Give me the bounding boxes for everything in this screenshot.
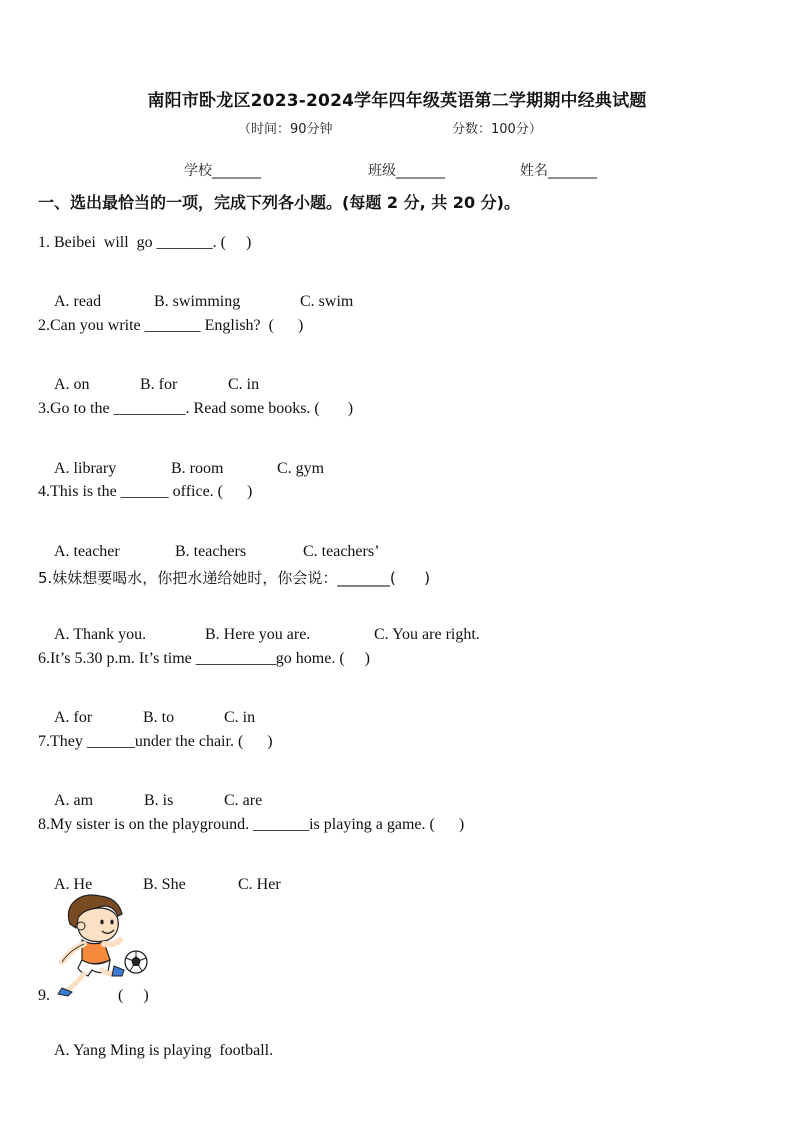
- option-b: B. teachers: [175, 543, 247, 560]
- exam-title: 南阳市卧龙区2023-2024学年四年级英语第二学期期中经典试题: [147, 91, 647, 111]
- option-c: C. gym: [277, 460, 325, 477]
- question-7: 7.They ______under the chair. ( ): [38, 733, 273, 750]
- question-5: 5.妹妹想要喝水，你把水递给她时，你会说：_______( ): [38, 569, 431, 587]
- options-9: [38, 1024, 273, 1078]
- option-c: C. You are right.: [374, 626, 480, 643]
- option-a: A. for: [54, 709, 93, 726]
- school-field: 学校_______: [184, 163, 261, 179]
- option-a: A. Thank you.: [54, 626, 147, 643]
- class-field: 班级_______: [368, 163, 445, 179]
- exam-time: （时间：90分钟: [238, 122, 333, 137]
- exam-score: 分数：100分）: [452, 122, 542, 137]
- question-8: 8.My sister is on the playground. _______is playing a game. ( ): [38, 816, 465, 833]
- option-c: C. swim: [300, 293, 354, 310]
- option-a: A. library: [54, 460, 117, 477]
- option-a: A. Yang Ming is playing football.: [54, 1042, 274, 1059]
- option-b: B. room: [171, 460, 224, 477]
- question-3: 3.Go to the _________. Read some books. ( ): [38, 400, 354, 417]
- option-c: C. teachers’: [303, 543, 380, 560]
- option-c: C. in: [228, 376, 260, 393]
- option-c: C. Her: [238, 876, 281, 893]
- option-a: A. on: [54, 376, 90, 393]
- option-b: B. She: [143, 876, 186, 893]
- question-1: 1. Beibei will go _______. ( ): [38, 234, 252, 251]
- option-b: B. to: [143, 709, 175, 726]
- option-a: A. read: [54, 293, 102, 310]
- option-a: A. am: [54, 792, 94, 809]
- name-field: 姓名_______: [520, 163, 597, 179]
- section-heading: 一、选出最恰当的一项，完成下列各小题。(每题 2 分, 共 20 分)。: [38, 193, 520, 212]
- option-a: A. He: [54, 876, 93, 893]
- option-b: B. Here you are.: [205, 626, 311, 643]
- question-6: 6.It’s 5.30 p.m. It’s time __________go home. ( ): [38, 650, 370, 667]
- option-a: A. teacher: [54, 543, 120, 560]
- boy-playing-football-image: [48, 890, 148, 1000]
- question-4: 4.This is the ______ office. ( ): [38, 483, 253, 500]
- question-9: 9. ( ): [38, 987, 149, 1004]
- question-2: 2.Can you write _______ English? ( ): [38, 317, 304, 334]
- option-b: B. for: [140, 376, 178, 393]
- option-c: C. are: [224, 792, 263, 809]
- option-b: B. swimming: [154, 293, 241, 310]
- option-b: B. is: [144, 792, 174, 809]
- option-c: C. in: [224, 709, 256, 726]
